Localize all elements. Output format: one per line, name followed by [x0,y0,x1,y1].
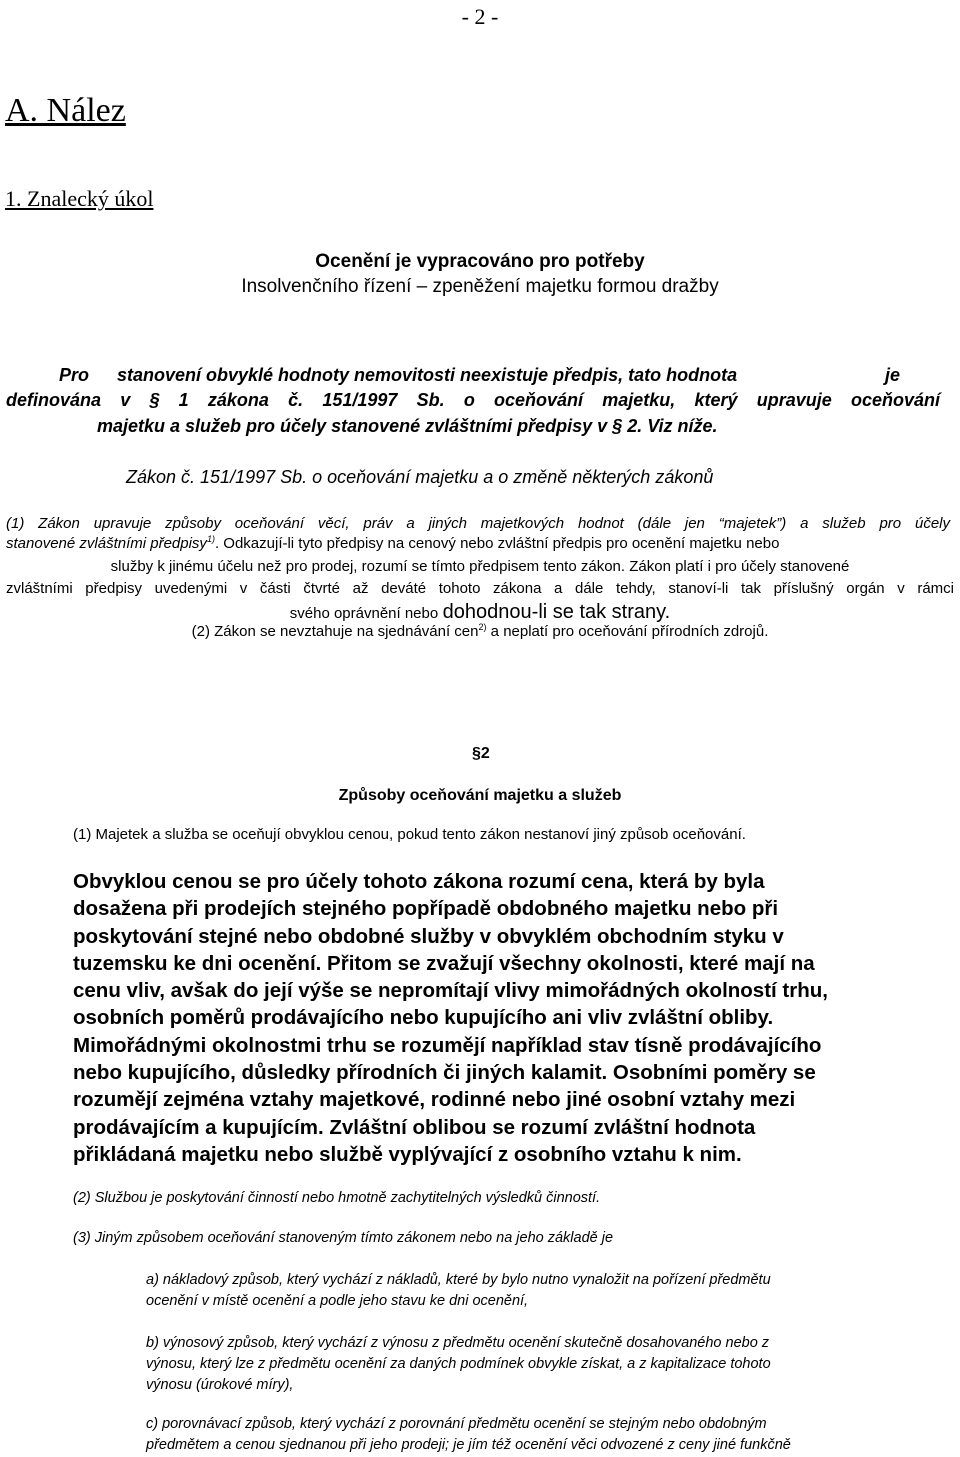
s2-par1: (1) Majetek a služba se oceňují obvyklou cenou, pokud tento zákon nestanoví jiný způsob oceňování. [73,826,746,843]
item-b-line: výnosu (úrokové míry), [146,1377,294,1393]
definition-line: poskytování stejné nebo obdobné služby v obvyklém obchodním styku v [73,924,784,948]
item-b [146,1333,771,1396]
page-number: - 2 - [461,4,499,29]
item-c-line: c) porovnávací způsob, který vychází z porovnání předmětu ocenění se stejným nebo obdobným [146,1416,767,1432]
s2-par3: (3) Jiným způsobem oceňování stanoveným tímto zákonem nebo na jeho základě je [73,1230,614,1246]
definition-line: tuzemsku ke dni ocenění. Přitom se zvažují všechny okolnosti, které mají na [73,951,815,975]
par2-b: a neplatí pro oceňování přírodních zdrojů. [486,623,769,640]
definition-line: nebo kupujícího, důsledky přírodních či jiných kalamit. Osobními poměry se [73,1061,816,1085]
item-a-line: a) nákladový způsob, který vychází z nákladů, které by bylo nutno vynaložit na pořízení předmětu [146,1272,771,1288]
definition-line: dosažena při prodejích stejného popřípadě obdobného majetku nebo při [73,897,779,921]
par2-a: (2) Zákon se nevztahuje na sjednávání cen [191,623,479,640]
s2-par2: (2) Službou je poskytování činností nebo hmotně zachytitelných výsledků činností. [73,1190,601,1206]
statement-word-je: je [885,365,901,385]
main-heading: A. Nález [5,92,126,129]
par1-line-1: (1) Zákon upravuje způsoby oceňování věcí, práv a jiných majetkových hodnot (dále jen “majetek”) a služeb pro účely [6,515,950,532]
item-c [146,1414,791,1456]
item-b-line: výnosu, který lze z předmětu ocenění za daných podmínek obvykle získat, a z kapitalizace tohoto [146,1356,771,1372]
item-b-line: b) výnosový způsob, který vychází z výnosu z předmětu ocenění skutečně dosahovaného nebo z [146,1335,770,1351]
footnote-ref-1: 1) [206,534,215,544]
par1-line-2 [6,535,779,552]
definition-line: cenu vliv, avšak do její výše se nepromítají vlivy mimořádných okolností trhu, [73,979,828,1003]
law-title: Zákon č. 151/1997 Sb. o oceňování majetku a o změně některých zákonů [126,467,714,487]
item-c-line: předmětem a cenou sjednanou při jeho prodeji; je jím též ocenění věci odvozené z ceny jiné funkčně [146,1437,791,1453]
definition-line: přikládaná majetku nebo službě vyplývající z osobního vztahu k nim. [73,1142,742,1166]
item-a-line: ocenění v místě ocenění a podle jeho stavu ke dni ocenění, [146,1293,529,1309]
statement-line-2: definována v § 1 zákona č. 151/1997 Sb. o oceňování majetku, který upravuje oceňování [6,390,940,410]
definition-line: rozumějí zejména vztahy majetkové, rodinné nebo jiné osobní vztahy mezi [73,1088,796,1112]
definition-line: prodávajícím a kupujícím. Zvláštní oblibou se rozumí zvláštní hodnota [73,1115,756,1139]
par1-line-3: služby k jinému účelu než pro prodej, rozumí se tímto předpisem tento zákon. Zákon platí i pro účely stanovené [110,558,850,575]
par1-line-2a: stanovené zvláštními předpisy [6,535,207,552]
section-mark: §2 [472,745,490,762]
section-title: Způsoby oceňování majetku a služeb [338,787,622,804]
definition-line: osobních poměrů prodávajícího nebo kupujícího ani vliv zvláštní obliby. [73,1006,774,1030]
definition-line: Mimořádnými okolnostmi trhu se rozumějí například stav tísně prodávajícího [73,1033,822,1057]
obvykla-cena-definition [73,868,953,1168]
par2 [0,623,960,640]
par1-line-5a: svého oprávnění nebo [289,605,439,622]
intro-line-1: Ocenění je vypracováno pro potřeby [315,251,645,272]
intro-line-2: Insolvenčního řízení – zpeněžení majetku formou dražby [241,276,719,297]
item-a [146,1270,771,1312]
par1-line-2b: . Odkazují-li tyto předpisy na cenový nebo zvláštní předpis pro ocenění majetku nebo [214,535,780,552]
par1-line-5 [0,601,960,624]
definition-line: Obvyklou cenou se pro účely tohoto zákona rozumí cena, která by byla [73,870,765,893]
statement-word-pro: Pro [59,365,90,385]
statement-line-1: stanovení obvyklé hodnoty nemovitosti neexistuje předpis, tato hodnota [117,365,738,385]
footnote-ref-2: 2) [478,622,487,632]
par1-line-5b: dohodnou-li se tak strany. [442,601,671,623]
sub-heading: 1. Znalecký úkol [5,186,154,211]
par1-line-4: zvláštními předpisy uvedenými v části čtvrté až deváté tohoto zákona a dále tehdy, stanoví-li tak příslušný orgán v rámci [6,580,954,597]
statement-line-3: majetku a služeb pro účely stanovené zvláštními předpisy v § 2. Viz níže. [97,416,718,436]
